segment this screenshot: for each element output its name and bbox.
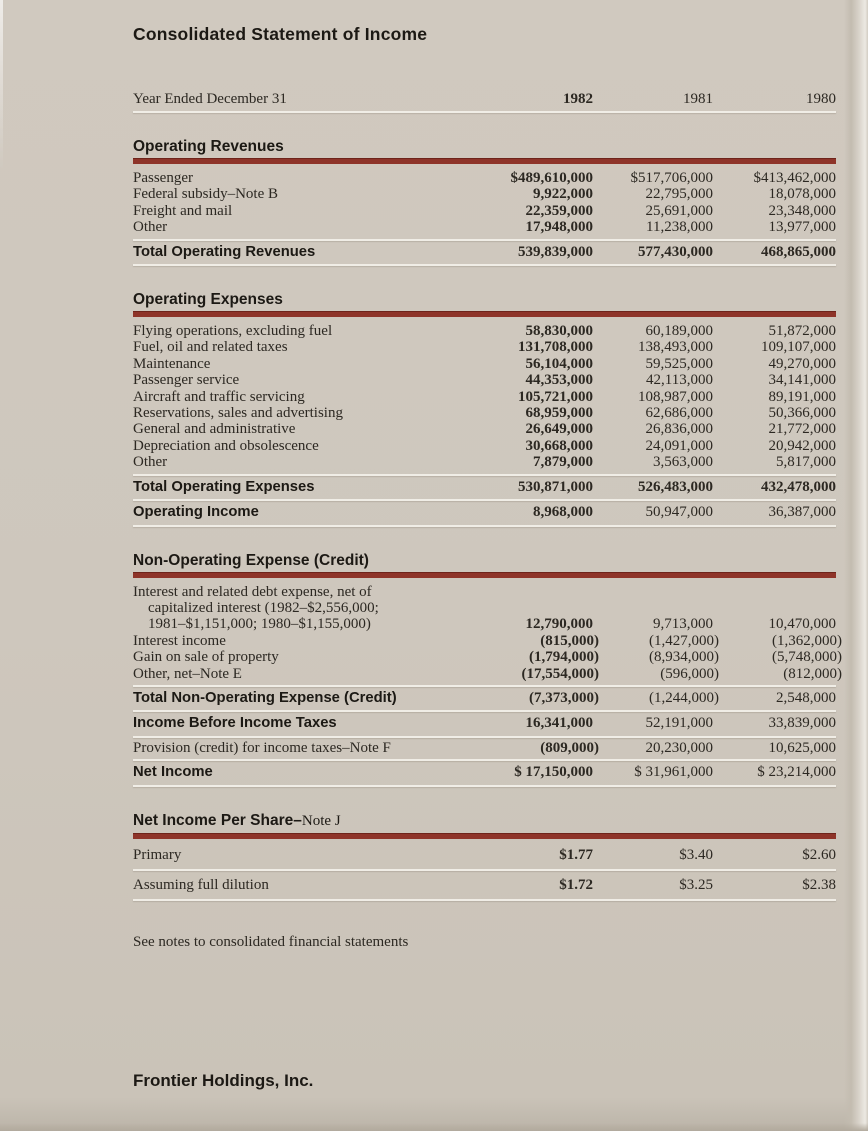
- company-name: Frontier Holdings, Inc.: [133, 1071, 314, 1090]
- value-1982: 12,790,000: [525, 616, 593, 633]
- value-1980: $2.60: [802, 847, 836, 864]
- row-label: Other: [133, 219, 168, 236]
- page-edge-bottom: [0, 1123, 868, 1131]
- value-1980: 20,942,000: [768, 437, 836, 454]
- table-row: [133, 243, 836, 261]
- value-1982: 58,830,000: [525, 323, 593, 340]
- value-1980: 21,772,000: [768, 421, 836, 438]
- value-1982: $489,610,000: [510, 170, 593, 186]
- row-label: Total Non-Operating Expense (Credit): [133, 689, 397, 706]
- section-heading: [133, 291, 836, 308]
- section-heading: [133, 138, 836, 155]
- statement-content: [133, 24, 842, 951]
- year-header-row: [133, 91, 836, 108]
- table-row: [133, 323, 836, 339]
- value-1980: 49,270,000: [768, 355, 836, 372]
- value-1982: 9,922,000: [533, 186, 593, 203]
- row-label: Operating Income: [133, 504, 259, 521]
- value-1981: 11,238,000: [646, 219, 713, 236]
- section-non-operating: [133, 551, 842, 787]
- year-column-1980: 1980: [806, 91, 836, 107]
- value-1981: 9,713,000: [653, 616, 713, 633]
- table-rule: [133, 899, 836, 901]
- value-1981: 3,563,000: [653, 454, 713, 471]
- value-1982: (1,794,000): [529, 649, 599, 666]
- value-1981: 42,113,000: [646, 372, 713, 389]
- table-row: [133, 632, 842, 649]
- table-row: [133, 219, 836, 235]
- table-row: [133, 372, 836, 388]
- row-label: Primary: [133, 847, 182, 864]
- table-rule: [133, 525, 836, 527]
- section-heading-text: Operating Expenses: [133, 291, 283, 309]
- value-1981: 59,525,000: [645, 355, 713, 372]
- value-1981: 577,430,000: [638, 243, 713, 260]
- table-row: [133, 389, 836, 405]
- page-title: Consolidated Statement of Income: [133, 24, 428, 44]
- table-row: [133, 203, 836, 219]
- value-1982: $ 17,150,000: [514, 764, 593, 781]
- value-1981: 60,189,000: [645, 323, 713, 340]
- year-column-1981: 1981: [683, 91, 713, 107]
- value-1981: 22,795,000: [645, 186, 713, 203]
- value-1980: $ 23,214,000: [757, 764, 836, 781]
- section-heading-suffix: Note J: [301, 812, 341, 829]
- row-label: Interest income: [133, 632, 226, 649]
- value-1982: 131,708,000: [518, 339, 593, 356]
- row-label: Flying operations, excluding fuel: [133, 323, 333, 340]
- value-1981: 62,686,000: [645, 405, 713, 422]
- value-1982: (7,373,000): [529, 689, 599, 706]
- table-rule: [133, 264, 836, 266]
- table-rule: [133, 869, 836, 871]
- value-1981: 25,691,000: [645, 202, 713, 219]
- value-1981: 52,191,000: [645, 715, 713, 732]
- section-operating-expenses: [133, 291, 836, 526]
- table-rule: [133, 474, 836, 476]
- value-1981: (8,934,000): [649, 649, 719, 666]
- table-row: [133, 186, 836, 202]
- value-1982: 44,353,000: [525, 372, 593, 389]
- value-1980: $2.38: [802, 877, 836, 894]
- table-row: [133, 478, 836, 496]
- table-rule: [133, 685, 836, 687]
- value-1981: $3.25: [679, 877, 713, 894]
- value-1981: 108,987,000: [638, 388, 713, 405]
- section-heading: [133, 552, 836, 569]
- value-1980: 2,548,000: [776, 689, 836, 706]
- table-row: [133, 503, 836, 521]
- value-1980: 13,977,000: [768, 219, 836, 236]
- table-row: [133, 714, 836, 732]
- value-1980: 468,865,000: [761, 243, 836, 260]
- row-label: [133, 584, 473, 633]
- value-1982: 56,104,000: [525, 355, 593, 372]
- value-1981: 24,091,000: [645, 437, 713, 454]
- value-1982: (815,000): [540, 632, 599, 649]
- value-1982: 8,968,000: [533, 504, 593, 521]
- page-edge-left-highlight: [0, 0, 3, 170]
- value-1980: 109,107,000: [761, 339, 836, 356]
- row-label: Maintenance: [133, 355, 211, 372]
- table-rule: [133, 111, 836, 113]
- value-1981: (1,244,000): [649, 689, 719, 706]
- section-operating-revenues: [133, 138, 836, 266]
- value-1980: (5,748,000): [772, 649, 842, 666]
- value-1981: $3.40: [679, 847, 713, 864]
- value-1982: 30,668,000: [525, 437, 593, 454]
- section-red-rule: [133, 158, 836, 164]
- value-1980: 10,470,000: [768, 616, 836, 633]
- table-row: [133, 763, 836, 781]
- year-header-label: Year Ended December 31: [133, 91, 287, 107]
- value-1980: (812,000): [783, 665, 842, 682]
- value-1982: 539,839,000: [518, 243, 593, 260]
- value-1982: 530,871,000: [518, 478, 593, 495]
- table-row: [133, 875, 836, 896]
- table-row: [133, 170, 836, 186]
- row-label: Assuming full dilution: [133, 877, 269, 894]
- value-1981: 526,483,000: [638, 478, 713, 495]
- value-1981: (1,427,000): [649, 632, 719, 649]
- table-row: [133, 649, 842, 666]
- row-label: Income Before Income Taxes: [133, 715, 337, 732]
- statement-sections: [133, 138, 842, 901]
- row-label: Depreciation and obsolescence: [133, 437, 319, 454]
- value-1980: $413,462,000: [753, 170, 836, 186]
- value-1980: (1,362,000): [772, 632, 842, 649]
- table-rule: [133, 239, 836, 241]
- value-1982: 26,649,000: [525, 421, 593, 438]
- row-label: Other: [133, 454, 168, 471]
- value-1982: 17,948,000: [525, 219, 593, 236]
- table-rule: [133, 736, 836, 738]
- section-heading-text: Net Income Per Share–: [133, 811, 302, 829]
- value-1982: 22,359,000: [525, 202, 593, 219]
- value-1980: 18,078,000: [768, 186, 836, 203]
- table-row: [133, 665, 842, 682]
- table-row: [133, 356, 836, 372]
- table-row: [133, 421, 836, 437]
- row-label: Fuel, oil and related taxes: [133, 339, 288, 356]
- notes-reference-line: See notes to consolidated financial statements: [133, 934, 409, 951]
- table-row: [133, 740, 836, 756]
- value-1982: $1.72: [559, 877, 593, 894]
- value-1980: 10,625,000: [768, 739, 836, 756]
- section-red-rule: [133, 833, 836, 839]
- table-row: [133, 438, 836, 454]
- page-edge-right: [844, 0, 868, 1131]
- value-1982: 7,879,000: [533, 454, 593, 471]
- value-1982: 68,959,000: [525, 405, 593, 422]
- value-1981: (596,000): [660, 665, 719, 682]
- row-label: Provision (credit) for income taxes–Note F: [133, 739, 391, 756]
- section-red-rule: [133, 311, 836, 317]
- table-row: [133, 689, 836, 707]
- value-1981: $517,706,000: [630, 170, 713, 186]
- row-label-line: 1981–$1,151,000; 1980–$1,155,000): [148, 616, 371, 633]
- row-label: Total Operating Revenues: [133, 243, 316, 260]
- value-1982: (809,000): [540, 739, 599, 756]
- row-label: Passenger service: [133, 372, 240, 389]
- value-1982: 16,341,000: [525, 715, 593, 732]
- table-rule: [133, 499, 836, 501]
- value-1980: 5,817,000: [776, 454, 836, 471]
- value-1981: $ 31,961,000: [634, 764, 713, 781]
- value-1981: 20,230,000: [645, 739, 713, 756]
- year-column-1982: 1982: [563, 91, 593, 107]
- section-heading-text: Non-Operating Expense (Credit): [133, 551, 369, 569]
- row-label: Total Operating Expenses: [133, 478, 315, 495]
- value-1981: 138,493,000: [638, 339, 713, 356]
- value-1982: 105,721,000: [518, 388, 593, 405]
- row-label: Reservations, sales and advertising: [133, 405, 343, 422]
- row-label: Gain on sale of property: [133, 649, 279, 666]
- section-red-rule: [133, 572, 836, 578]
- row-label-line: capitalized interest (1982–$2,556,000;: [148, 599, 379, 616]
- row-label: Freight and mail: [133, 202, 233, 219]
- row-label: Federal subsidy–Note B: [133, 186, 278, 203]
- section-heading: [133, 812, 836, 830]
- table-row: [133, 339, 836, 355]
- row-label: Other, net–Note E: [133, 665, 242, 682]
- value-1980: 50,366,000: [768, 405, 836, 422]
- row-label: Net Income: [133, 764, 213, 781]
- row-label: General and administrative: [133, 421, 296, 438]
- table-rule: [133, 759, 836, 761]
- table-rule: [133, 710, 836, 712]
- table-rule: [133, 785, 836, 787]
- table-row: [133, 845, 836, 866]
- value-1980: 432,478,000: [761, 478, 836, 495]
- value-1982: (17,554,000): [521, 665, 599, 682]
- row-label: Aircraft and traffic servicing: [133, 388, 305, 405]
- table-row: [133, 405, 836, 421]
- section-heading-text: Operating Revenues: [133, 138, 284, 155]
- value-1981: 50,947,000: [645, 504, 713, 521]
- value-1980: 33,839,000: [768, 715, 836, 732]
- value-1982: $1.77: [559, 847, 593, 864]
- value-1980: 34,141,000: [768, 372, 836, 389]
- row-label-line: Interest and related debt expense, net of: [133, 583, 372, 600]
- value-1980: 36,387,000: [768, 504, 836, 521]
- table-row: [133, 584, 836, 633]
- value-1980: 23,348,000: [768, 202, 836, 219]
- value-1981: 26,836,000: [645, 421, 713, 438]
- section-per-share: [133, 812, 836, 902]
- row-label: Passenger: [133, 170, 193, 186]
- value-1980: 89,191,000: [768, 388, 836, 405]
- table-row: [133, 454, 836, 470]
- value-1980: 51,872,000: [768, 323, 836, 340]
